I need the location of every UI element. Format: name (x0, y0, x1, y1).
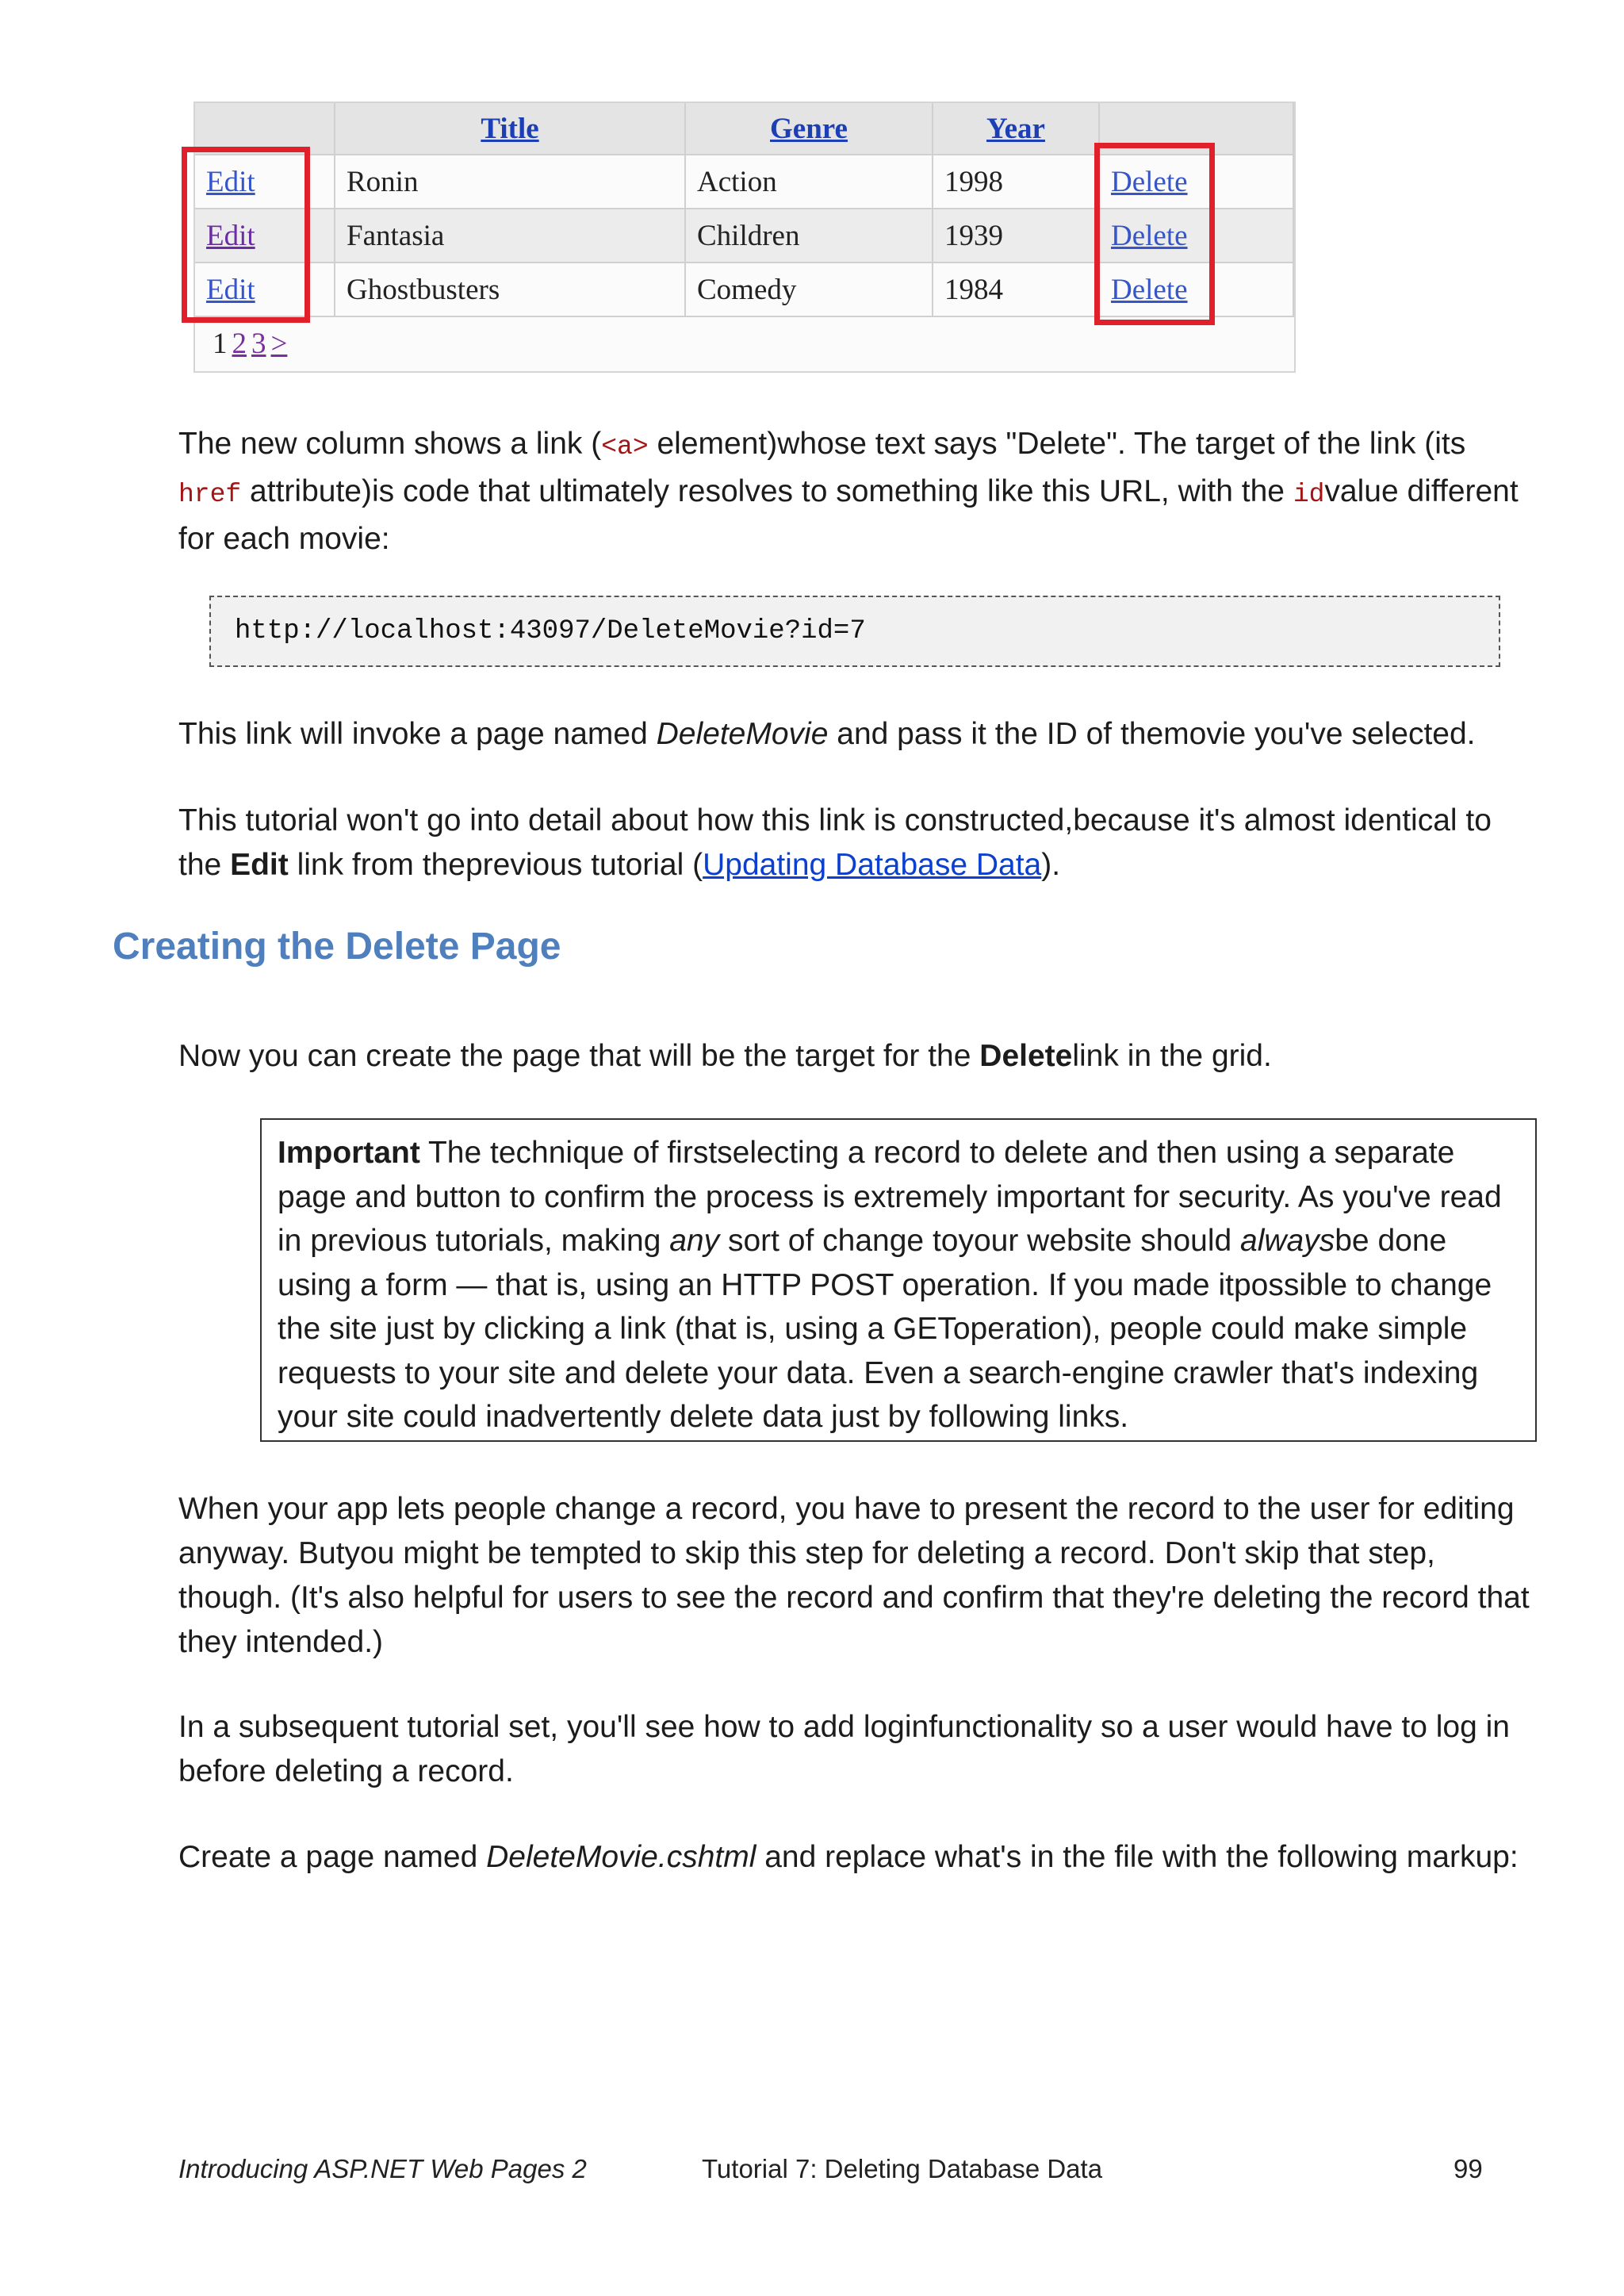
grid-header-title[interactable]: Title (335, 103, 685, 155)
footer-book-title: Introducing ASP.NET Web Pages 2 (178, 2154, 587, 2183)
pager-current: 1 (213, 328, 228, 360)
cell-genre: Children (685, 209, 933, 263)
code-url-block: http://localhost:43097/DeleteMovie?id=7 (209, 596, 1500, 667)
delete-link[interactable]: Delete (1099, 155, 1293, 209)
cell-year: 1998 (933, 155, 1099, 209)
cell-title: Fantasia (335, 209, 685, 263)
paragraph-link-construction: This tutorial won't go into detail about how this link is constructed,because it's almost identical to the Edit link from theprevious tutorial (Updating Database Data). (178, 803, 1492, 882)
paragraph-delete-column: The new column shows a link (<a> element)whose text says "Delete". The target of the link (its href attribute)is code that ultimately resolves to something like this URL, with the idvalue different for each movie: (178, 427, 1519, 556)
footer-chapter-title: Tutorial 7: Deleting Database Data (702, 2154, 1103, 2183)
paragraph-create-page: Now you can create the page that will be the target for the Deletelink in the grid. (178, 1039, 1272, 1073)
edit-link[interactable]: Edit (195, 263, 335, 316)
footer-page-number: 99 (1454, 2154, 1483, 2183)
code-href: href (178, 480, 242, 509)
grid-header-genre[interactable]: Genre (685, 103, 933, 155)
grid-pager (213, 327, 287, 361)
updating-database-data-link[interactable]: Updating Database Data (703, 848, 1042, 882)
delete-link[interactable]: Delete (1099, 209, 1293, 263)
cell-year: 1984 (933, 263, 1099, 316)
paragraph-login-functionality: In a subsequent tutorial set, you'll see how to add loginfunctionality so a user would have to log in before deleting a record. (178, 1710, 1510, 1788)
paragraph-invoke-page: This link will invoke a page named DeleteMovie and pass it the ID of themovie you've selected. (178, 717, 1476, 751)
important-note-box (260, 1118, 1537, 1442)
code-id: id (1293, 480, 1325, 509)
paragraph-present-record: When your app lets people change a record, you have to present the record to the user for editing anyway. Butyou might be tempted to skip this step for deleting a record. Don't skip that step, though. (It's also helpful for users to see the record and confirm that they're deleting the record that they intended.) (178, 1492, 1530, 1659)
delete-link[interactable]: Delete (1099, 263, 1293, 316)
cell-genre: Comedy (685, 263, 933, 316)
delete-column-highlight (1094, 143, 1215, 325)
cell-title: Ghostbusters (335, 263, 685, 316)
important-note-text: Important The technique of firstselecting a record to delete and then using a separate page and button to confirm the process is extremely important for security. As you've read in previous tutorials, making any sort of change toyour website should alwaysbe done using a form — that is, using an HTTP POST operation. If you made itpossible to change the site just by clicking a link (that is, using a GEToperation), people could make simple requests to your site and delete your data. Even a search-engine crawler that's indexing your site could inadvertently delete data just by following links. (278, 1136, 1502, 1434)
pager-next[interactable]: > (270, 328, 288, 360)
edit-link[interactable]: Edit (195, 155, 335, 209)
pager-link-2[interactable]: 2 (232, 328, 247, 360)
edit-column-highlight (182, 147, 310, 323)
cell-genre: Action (685, 155, 933, 209)
code-anchor-element: <a> (601, 432, 649, 462)
pager-link-3[interactable]: 3 (251, 328, 266, 360)
cell-year: 1939 (933, 209, 1099, 263)
paragraph-create-deletemovie: Create a page named DeleteMovie.cshtml and replace what's in the file with the following markup: (178, 1840, 1519, 1874)
edit-link[interactable]: Edit (195, 209, 335, 263)
cell-title: Ronin (335, 155, 685, 209)
section-heading: Creating the Delete Page (113, 926, 561, 968)
grid-header-year[interactable]: Year (933, 103, 1099, 155)
